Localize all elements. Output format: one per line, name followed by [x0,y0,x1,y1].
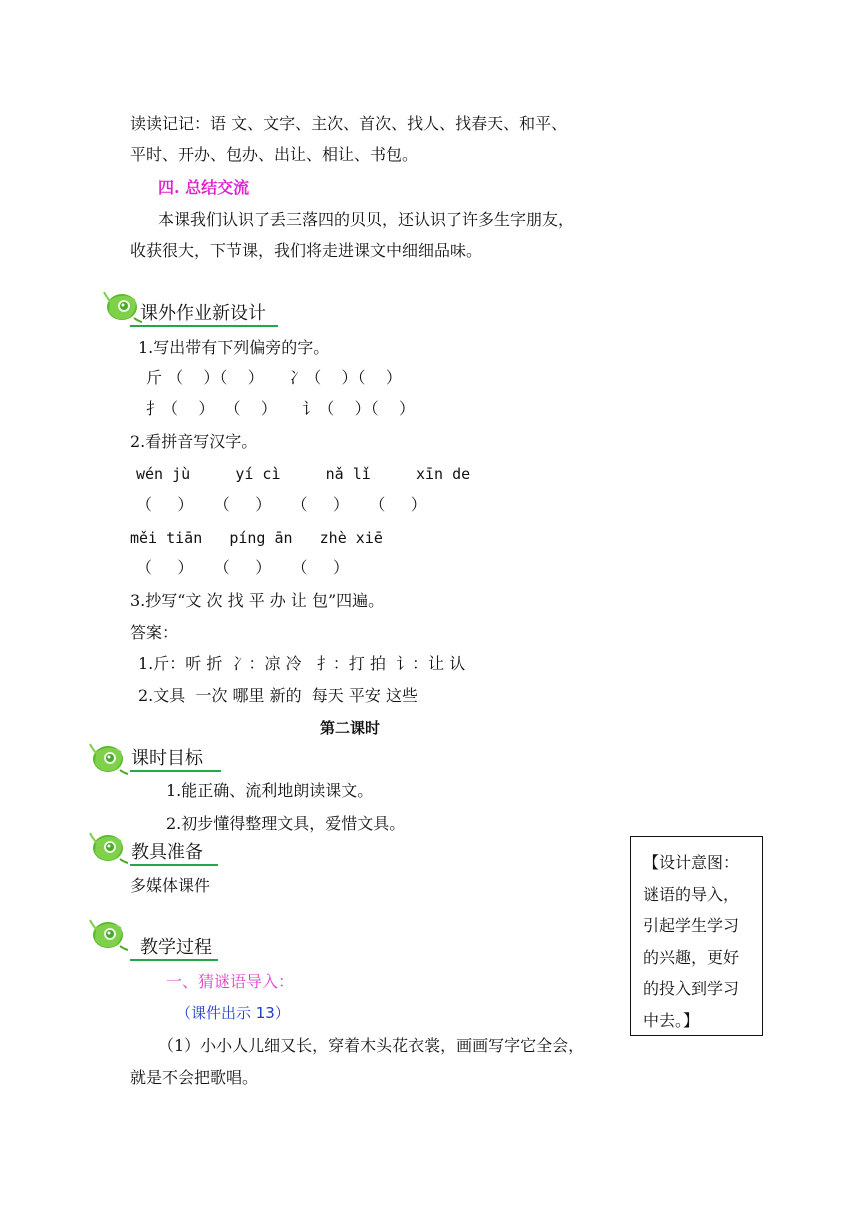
prep-heading-underline [130,864,218,866]
answer-2: 2.文具 一次 哪里 新的 每天 平安 这些 [138,686,418,705]
pinyin-row-1: wén jù yí cì nǎ lǐ xīn de [136,465,471,483]
leaf-icon [88,918,130,952]
design-note-line: 的兴趣，更好 [643,947,740,967]
design-note-line: 谜语的导入， [643,884,740,904]
blank-row-2: （ ） （ ） （ ） [136,558,349,577]
homework-heading: 课外作业新设计 [140,303,266,324]
pinyin-row-2: měi tiān píng ān zhè xiē [130,529,383,547]
riddle-line-2: 就是不会把歌唱。 [130,1068,259,1087]
process-heading-underline [130,959,218,961]
leaf-icon [88,831,130,865]
lesson-2-title: 第二课时 [320,719,381,737]
homework-q1: 1.写出带有下列偏旁的字。 [138,338,330,357]
summary-line-1: 本课我们认识了丢三落四的贝贝，还认识了许多生字朋友， [158,210,575,229]
homework-q3: 3.抄写“文 次 找 平 办 让 包”四遍。 [130,591,385,610]
answer-label: 答案： [130,623,179,642]
summary-line-2: 收获很大，下节课，我们将走进课文中细细品味。 [130,241,483,260]
riddle-line-1: （1）小小人儿细又长，穿着木头花衣裳，画画写字它全会， [158,1036,585,1055]
homework-q1-row1: 斤 （ ）（ ） 冫（ ）（ ） [146,368,402,387]
section-4-title: 四. 总结交流 [158,178,250,197]
process-heading: 教学过程 [140,937,212,958]
design-note-box [630,836,763,1036]
design-note-line: 【设计意图： [643,853,740,872]
design-note-line: 的投入到学习 [643,979,740,998]
answer-1: 1.斤：听 折 冫：凉 冷 扌：打 拍 讠：让 认 [138,654,466,673]
goals-heading: 课时目标 [131,748,203,769]
review-line-2: 平时、开办、包办、出让、相让、书包。 [130,145,419,164]
review-line-1: 读读记记：语 文、文字、主次、首次、找人、找春天、和平、 [130,114,568,133]
design-note-line: 中去。】 [643,1010,700,1030]
blank-row-1: （ ） （ ） （ ） （ ） [136,495,427,514]
leaf-icon [102,290,144,324]
goals-heading-underline [130,770,221,772]
courseware-label: （课件出示 13） [176,1004,290,1022]
homework-q2: 2.看拼音写汉字。 [130,432,258,451]
goal-2: 2.初步懂得整理文具，爱惜文具。 [166,814,406,833]
leaf-icon [88,742,130,776]
step-1-title: 一、猜谜语导入： [166,972,295,991]
design-note-line: 引起学生学习 [643,916,740,935]
homework-q1-row2: 扌（ ） （ ） 讠（ ）（ ） [146,399,415,418]
prep-text: 多媒体课件 [130,876,211,895]
homework-heading-underline [130,325,278,327]
goal-1: 1.能正确、流利地朗读课文。 [166,781,374,800]
prep-heading: 教具准备 [131,842,203,863]
